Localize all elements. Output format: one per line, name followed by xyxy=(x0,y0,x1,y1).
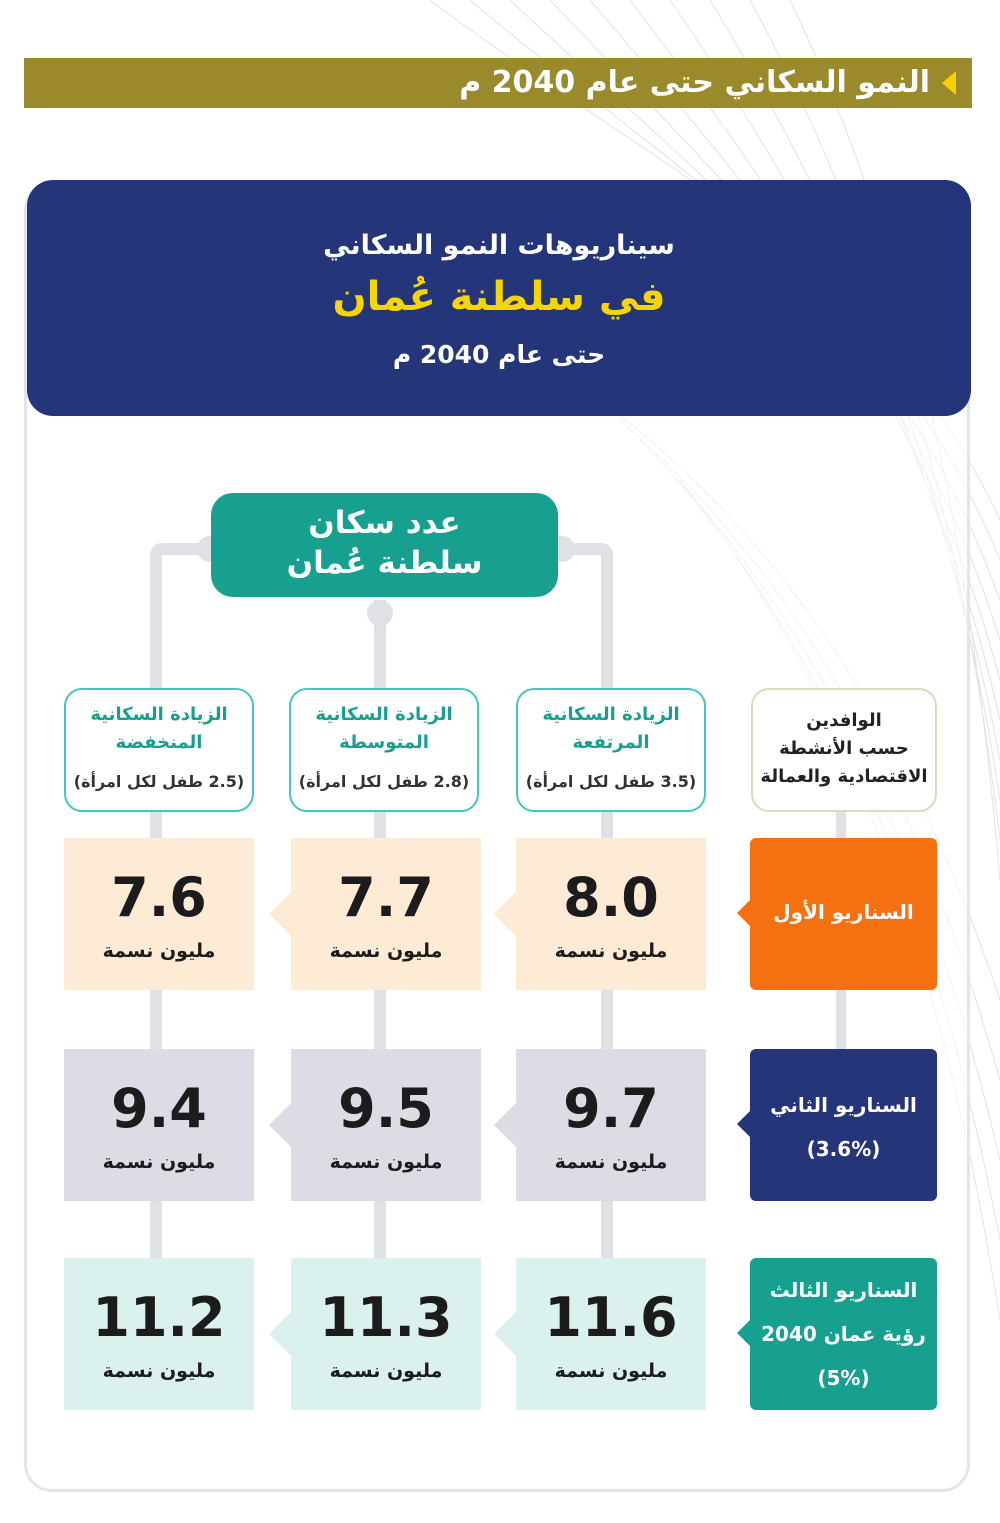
unit-label: مليون نسمة xyxy=(102,1151,216,1173)
scenario-3-medium-cell xyxy=(291,1258,481,1410)
scenario-1-high-value: 8.0 xyxy=(563,866,659,929)
scenario-3-pointer xyxy=(737,1320,750,1346)
scenario-3-line2: رؤية عمان 2040 xyxy=(761,1322,926,1346)
column-header-medium-line1: الزيادة السكانية xyxy=(315,704,453,725)
scenario-1-high-cell xyxy=(516,838,706,990)
scenario-2-medium-value: 9.5 xyxy=(338,1077,434,1140)
scenario-2-line1: السناريو الثاني xyxy=(770,1093,917,1117)
scenario-3-medium-value: 11.3 xyxy=(319,1286,453,1349)
unit-label: مليون نسمة xyxy=(102,1360,216,1382)
scenario-1-medium-cell xyxy=(291,838,481,990)
expatriates-header-line3: الاقتصادية والعمالة xyxy=(760,766,928,787)
scenario-1-low-cell xyxy=(64,838,254,990)
scenario-2-low-value: 9.4 xyxy=(111,1077,207,1140)
scenario-3-low-value: 11.2 xyxy=(92,1286,226,1349)
population-box-line2: سلطنة عُمان xyxy=(286,545,483,581)
header-subtitle: سيناريوهات النمو السكاني xyxy=(323,230,675,261)
population-box xyxy=(211,493,558,597)
unit-label: مليون نسمة xyxy=(329,1360,443,1382)
scenario-3-low-cell xyxy=(64,1258,254,1410)
cell-pointer xyxy=(494,1103,516,1147)
unit-label: مليون نسمة xyxy=(329,1151,443,1173)
expatriates-header xyxy=(751,688,937,812)
cell-pointer xyxy=(494,892,516,936)
population-box-line1: عدد سكان xyxy=(308,505,461,541)
scenario-3-label xyxy=(750,1258,937,1410)
section-banner xyxy=(24,58,972,108)
scenario-1-low-value: 7.6 xyxy=(111,866,207,929)
unit-label: مليون نسمة xyxy=(554,1151,668,1173)
column-header-medium xyxy=(289,688,479,812)
expatriates-header-line2: حسب الأنشطة xyxy=(779,738,909,759)
scenario-2-high-cell xyxy=(516,1049,706,1201)
cell-pointer xyxy=(269,1312,291,1356)
column-header-high-line1: الزيادة السكانية xyxy=(542,704,680,725)
scenario-2-pointer xyxy=(737,1111,750,1137)
unit-label: مليون نسمة xyxy=(554,1360,668,1382)
column-header-high-line2: المرتفعة xyxy=(572,732,650,753)
scenario-2-high-value: 9.7 xyxy=(563,1077,659,1140)
scenario-3-high-value: 11.6 xyxy=(544,1286,678,1349)
connector-knob-center xyxy=(367,600,393,626)
banner-title: النمو السكاني حتى عام 2040 م xyxy=(459,65,930,100)
cell-pointer xyxy=(269,1103,291,1147)
scenario-2-low-cell xyxy=(64,1049,254,1201)
scenario-2-label xyxy=(750,1049,937,1201)
column-header-high xyxy=(516,688,706,812)
unit-label: مليون نسمة xyxy=(329,940,443,962)
cell-pointer xyxy=(494,1312,516,1356)
unit-label: مليون نسمة xyxy=(102,940,216,962)
scenario-1-line1: السناريو الأول xyxy=(773,900,914,924)
scenario-1-medium-value: 7.7 xyxy=(338,866,434,929)
scenario-2-line2: (3.6%) xyxy=(806,1137,881,1161)
column-header-low-line1: الزيادة السكانية xyxy=(90,704,228,725)
expatriates-header-line1: الوافدين xyxy=(806,710,882,731)
column-header-low-line2: المنخفضة xyxy=(115,732,203,753)
unit-label: مليون نسمة xyxy=(554,940,668,962)
scenario-3-line1: السناريو الثالث xyxy=(769,1278,918,1302)
header-year: حتى عام 2040 م xyxy=(392,340,606,369)
scenario-1-label xyxy=(750,838,937,990)
column-header-medium-line2: المتوسطة xyxy=(339,732,429,753)
header-title: في سلطنة عُمان xyxy=(332,274,666,320)
scenario-3-high-cell xyxy=(516,1258,706,1410)
column-header-low xyxy=(64,688,254,812)
scenario-2-medium-cell xyxy=(291,1049,481,1201)
column-header-medium-line3: (2.8 طفل لكل امرأة) xyxy=(298,772,470,791)
scenario-3-line3: (5%) xyxy=(817,1366,870,1390)
column-header-low-line3: (2.5 طفل لكل امرأة) xyxy=(73,772,245,791)
header-box xyxy=(27,180,971,416)
column-header-high-line3: (3.5 طفل لكل امرأة) xyxy=(525,772,697,791)
scenario-1-pointer xyxy=(737,900,750,926)
cell-pointer xyxy=(269,892,291,936)
banner-arrow-icon xyxy=(942,71,956,95)
